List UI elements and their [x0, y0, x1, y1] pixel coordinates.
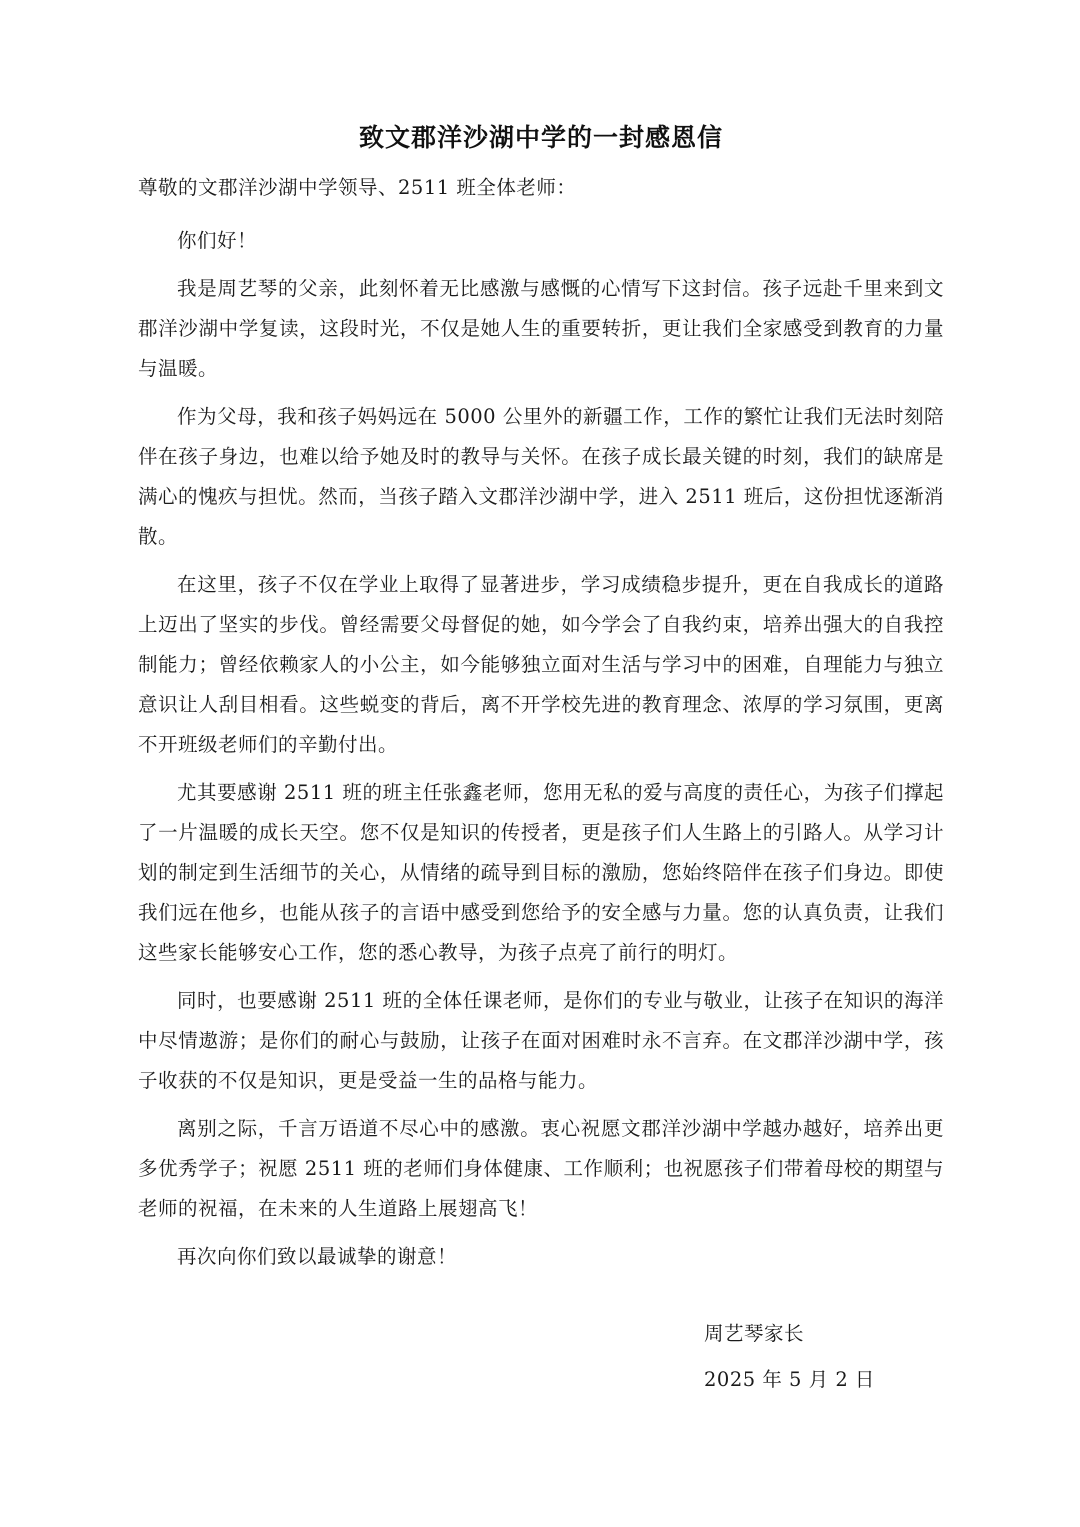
- letter-title: 致文郡洋沙湖中学的一封感恩信: [358, 123, 723, 152]
- paragraph-head-teacher: 尤其要感谢 2511 班的班主任张鑫老师，您用无私的爱与高度的责任心，为孩子们撑起了一片温暖的成长天空。您不仅是知识的传授者，更是孩子们人生路上的引路人。从学习计划的制定到生活细节的关心，从情绪的疏导到目标的激励，您始终陪伴在孩子们身边。即使我们远在他乡，也能从孩子的言语中感受到您给予的安全感与力量。您的认真负责，让我们这些家长能够安心工作，您的悉心教导，为孩子点亮了前行的明灯。: [138, 781, 944, 964]
- signature-name: 周艺琴家长: [704, 1322, 805, 1345]
- paragraph-intro: 我是周艺琴的父亲，此刻怀着无比感激与感慨的心情写下这封信。孩子远赴千里来到文郡洋沙湖中学复读，这段时光，不仅是她人生的重要转折，更让我们全家感受到教育的力量与温暖。: [138, 277, 944, 380]
- paragraph-growth: 在这里，孩子不仅在学业上取得了显著进步，学习成绩稳步提升，更在自我成长的道路上迈出了坚实的步伐。曾经需要父母督促的她，如今学会了自我约束，培养出强大的自我控制能力；曾经依赖家人的小公主，如今能够独立面对生活与学习中的困难，自理能力与独立意识让人刮目相看。这些蜕变的背后，离不开学校先进的教育理念、浓厚的学习氛围，更离不开班级老师们的辛勤付出。: [138, 573, 944, 756]
- paragraph-teachers: 同时，也要感谢 2511 班的全体任课老师，是你们的专业与敬业，让孩子在知识的海洋中尽情遨游；是你们的耐心与鼓励，让孩子在面对困难时永不言弃。在文郡洋沙湖中学，孩子收获的不仅是知识，更是受益一生的品格与能力。: [138, 989, 944, 1092]
- letter-page: [138, 118, 944, 1391]
- salutation: 尊敬的文郡洋沙湖中学领导、2511 班全体老师：: [138, 176, 577, 199]
- greeting: 你们好！: [177, 229, 258, 252]
- paragraph-wishes: 离别之际，千言万语道不尽心中的感激。衷心祝愿文郡洋沙湖中学越办越好，培养出更多优秀学子；祝愿 2511 班的老师们身体健康、工作顺利；也祝愿孩子们带着母校的期望与老师的祝福，在未来的人生道路上展翅高飞！: [138, 1117, 944, 1220]
- paragraph-thanks: 再次向你们致以最诚挚的谢意！: [177, 1245, 458, 1268]
- paragraph-parents: 作为父母，我和孩子妈妈远在 5000 公里外的新疆工作，工作的繁忙让我们无法时刻陪伴在孩子身边，也难以给予她及时的教导与关怀。在孩子成长最关键的时刻，我们的缺席是满心的愧疚与担忧。然而，当孩子踏入文郡洋沙湖中学，进入 2511 班后，这份担忧逐渐消散。: [138, 405, 944, 548]
- signature-date: 2025 年 5 月 2 日: [704, 1368, 875, 1391]
